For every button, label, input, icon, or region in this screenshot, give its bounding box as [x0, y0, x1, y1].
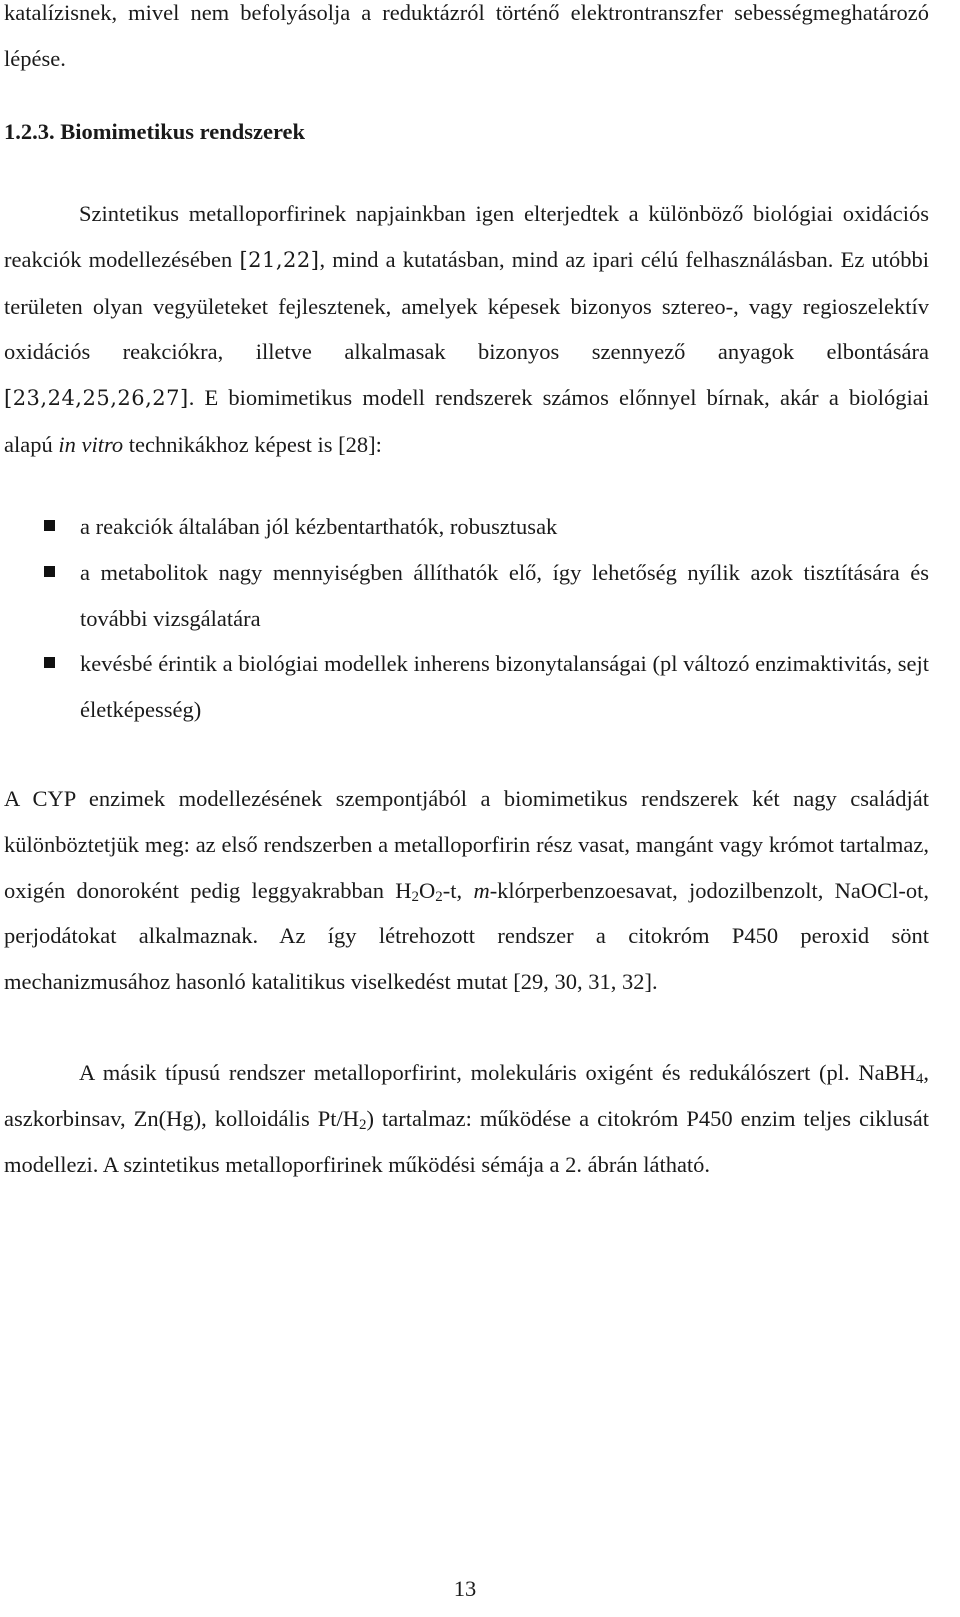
paragraph-continued — [4, 0, 929, 82]
paragraph-other-system — [4, 1050, 929, 1187]
list-item — [4, 550, 929, 642]
other-text-3: ) tartalmaz: működése a citokróm P450 enzim teljes ciklusát modellezi. A szintetikus metalloporfirinek működési sémája a 2. ábrán látható. — [4, 1105, 930, 1177]
other-text-2: , aszkorbinsav, Zn(Hg), kolloidális Pt/H — [4, 1060, 929, 1131]
list-item — [4, 504, 929, 550]
list-item-text: a reakciók általában jól kézbentarthatók, robusztusak — [80, 514, 558, 539]
section-number: 1.2.3. — [4, 119, 55, 144]
paragraph-intro — [4, 191, 929, 468]
other-text-1: A másik típusú rendszer metalloporfirint, molekuláris oxigént és redukálószert (pl. NaBH — [79, 1060, 916, 1085]
square-bullet-icon — [44, 657, 55, 668]
subscript: 2 — [358, 1116, 367, 1133]
intro-text-2: , mind a kutatásban, mind az ipari célú felhasználásban. Ez utóbbi területen olyan vegyületeket fejlesztenek, amelyek képesek bizonyos sztereo-, vagy regioszelektív oxidációs reakciókra, illetve alkalmasak bizonyos szennyező anyagok elbontására — [4, 246, 929, 365]
in-vitro-italic: in vitro — [58, 431, 124, 457]
citation-21-22: [21,22] — [239, 247, 320, 272]
cyp-text-3: -t, — [442, 877, 474, 903]
cyp-text-4: -klórperbenzoesavat, jodozilbenzolt, NaOCl-ot, perjodátokat alkalmaznak. Az így létrehozott rendszer a citokróm P450 peroxid sönt mechanizmusához hasonló katalitikus viselkedést mutat [29, 30, 31, 32]. — [4, 877, 929, 995]
intro-text-4: technikákhoz képest is [28]: — [123, 431, 382, 457]
cyp-text-2: O — [419, 877, 436, 903]
paragraph-cyp — [4, 776, 929, 1005]
subscript: 2 — [435, 888, 443, 905]
page-number: 13 — [453, 1576, 477, 1601]
cyp-text-1: A CYP enzimek modellezésének szempontjából a biomimetikus rendszerek két nagy családját különböztetjük meg: az első rendszerben a metalloporfirin rész vasat, mangánt vagy krómot tartalmaz, oxigén donoroként pedig leggyakrabban H — [4, 786, 929, 903]
square-bullet-icon — [44, 566, 55, 577]
square-bullet-icon — [44, 520, 55, 531]
intro-text-3: . E biomimetikus modell rendszerek számos előnnyel bírnak, akár a biológiai alapú — [4, 385, 929, 457]
section-title: Biomimetikus rendszerek — [60, 119, 306, 144]
subscript: 4 — [915, 1071, 924, 1087]
meta-italic: m — [473, 877, 490, 903]
subscript: 2 — [411, 888, 420, 905]
citation-23-27: [23,24,25,26,27] — [4, 386, 189, 411]
list-item-text: a metabolitok nagy mennyiségben állíthatók elő, így lehetőség nyílik azok tisztítására és további vizsgálatára — [80, 559, 929, 631]
section-heading — [4, 109, 305, 155]
intro-text-1: Szintetikus metalloporfirinek napjainkban igen elterjedtek a különböző biológiai oxidációs reakciók modellezésében — [4, 201, 929, 272]
paragraph-continued-text: katalízisnek, mivel nem befolyásolja a reduktázról történő elektrontranszfer sebességmeghatározó lépése. — [4, 0, 929, 71]
list-item — [4, 641, 929, 733]
list-item-text: kevésbé érintik a biológiai modellek inherens bizonytalanságai (pl változó enzimaktivitás, sejt életképesség) — [80, 651, 929, 723]
advantages-list — [4, 504, 929, 733]
